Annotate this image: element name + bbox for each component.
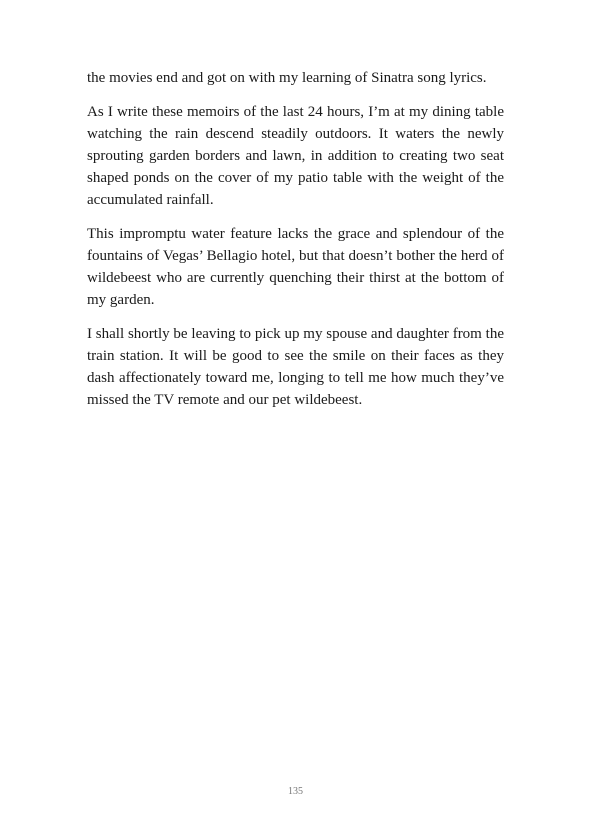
paragraph: I shall shortly be leaving to pick up my spouse and daughter from the train station. It will be good to see the smile on their faces as they dash affectionately toward me, longing to tell me how much they’ve missed the TV remote and our pet wildebeest. — [87, 326, 504, 408]
paragraph: This impromptu water feature lacks the grace and splendour of the fountains of Vegas’ Bellagio hotel, but that doesn’t bother the herd of wildebeest who are currently quenching their thirst at the bottom of my garden. — [87, 226, 504, 308]
page-number: 135 — [288, 786, 303, 797]
paragraph: As I write these memoirs of the last 24 hours, I’m at my dining table watching the rain descend steadily outdoors. It waters the newly sprouting garden borders and lawn, in addition to creating two seat shaped ponds on the cover of my patio table with the weight of the accumulated rainfall. — [87, 104, 504, 208]
body-text — [87, 67, 504, 423]
paragraph: the movies end and got on with my learning of Sinatra song lyrics. — [87, 70, 487, 86]
